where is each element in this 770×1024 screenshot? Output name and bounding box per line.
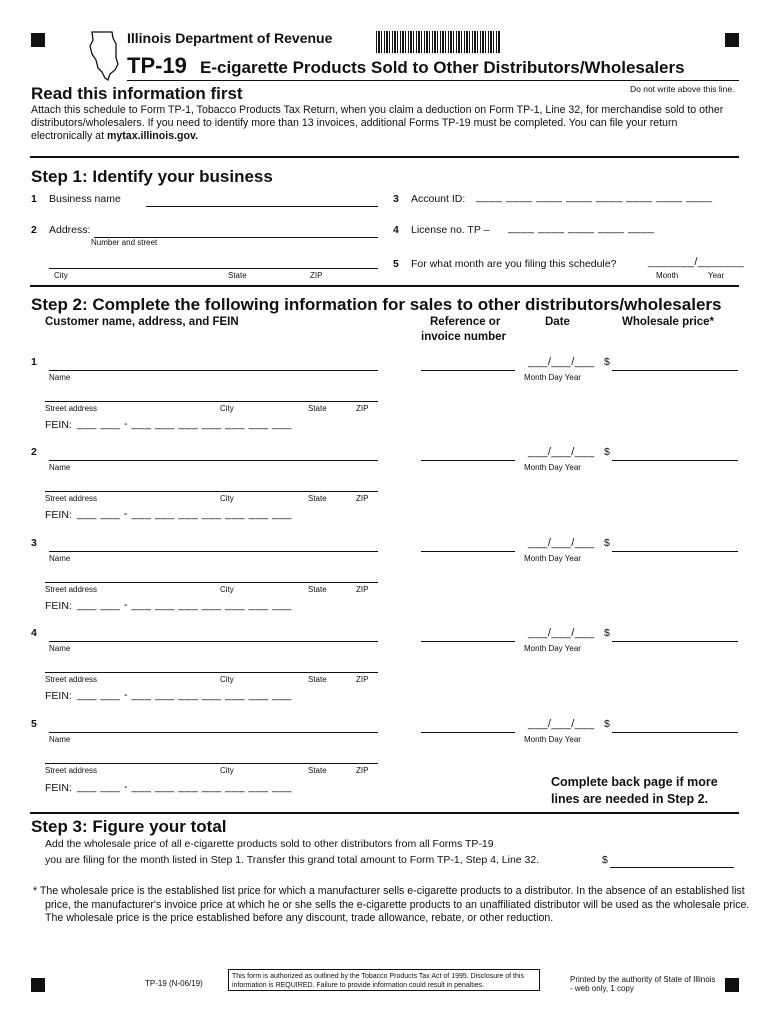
row-number: 2 [31, 446, 37, 458]
street-caption: Street address [45, 585, 98, 594]
state-caption: State [308, 404, 327, 413]
wholesale-price-input[interactable] [612, 448, 738, 461]
zip-caption: ZIP [356, 404, 369, 413]
city-state-zip-input[interactable] [49, 256, 378, 269]
fein-input[interactable]: ___ ___ - ___ ___ ___ ___ ___ ___ ___ [77, 781, 292, 793]
city-caption: City [220, 766, 234, 775]
header-divider [127, 80, 739, 81]
dollar-sign: $ [604, 537, 610, 549]
account-id-input[interactable]: ____ ____ ____ ____ ____ ____ ____ ____ [476, 191, 713, 203]
name-caption: Name [49, 463, 71, 472]
back-page-note: Complete back page if more lines are needed in Step 2. [551, 775, 718, 806]
form-title: E-cigarette Products Sold to Other Distributors/Wholesalers [200, 58, 685, 77]
invoice-number-input[interactable] [421, 448, 515, 461]
illinois-state-icon [88, 30, 124, 82]
do-not-write-note: Do not write above this line. [630, 84, 735, 94]
zip-caption: ZIP [356, 494, 369, 503]
state-caption: State [228, 271, 247, 280]
fein-label: FEIN: [45, 782, 72, 794]
section-divider [30, 156, 739, 158]
form-code: TP-19 (N-06/19) [145, 979, 203, 988]
address-label: Address: [49, 224, 91, 236]
state-caption: State [308, 766, 327, 775]
date-input[interactable]: ___/___/___ [528, 446, 595, 458]
line-number: 3 [393, 193, 399, 205]
dollar-sign: $ [604, 356, 610, 368]
date-column-header: Date [545, 316, 570, 328]
fein-input[interactable]: ___ ___ - ___ ___ ___ ___ ___ ___ ___ [77, 418, 292, 430]
section-divider [30, 285, 739, 287]
year-caption: Year [708, 271, 725, 280]
city-caption: City [54, 271, 68, 280]
customer-name-input[interactable] [49, 448, 378, 461]
invoice-number-input[interactable] [421, 358, 515, 371]
filing-month-label: For what month are you filing this schedule? [411, 258, 617, 270]
street-input[interactable] [94, 225, 378, 238]
customer-name-input[interactable] [49, 720, 378, 733]
zip-caption: ZIP [356, 766, 369, 775]
intro-body: Attach this schedule to Form TP-1, Tobacco Products Tax Return, when you claim a deduction on Form TP-1, Line 32, for merchandise sold to other distributors/wholesalers. If you need to identify more than 13 invoices, additional Forms TP-19 must be completed. You can file your return electronically at [31, 104, 724, 142]
street-caption: Street address [45, 404, 98, 413]
name-caption: Name [49, 735, 71, 744]
account-id-label: Account ID: [411, 193, 466, 205]
date-input[interactable]: ___/___/___ [528, 537, 595, 549]
invoice-number-input[interactable] [421, 720, 515, 733]
line-number: 2 [31, 224, 37, 236]
city-caption: City [220, 675, 234, 684]
dollar-sign: $ [604, 627, 610, 639]
website-link[interactable]: mytax.illinois.gov. [106, 130, 199, 142]
step3-heading: Step 3: Figure your total [31, 817, 227, 836]
date-input[interactable]: ___/___/___ [528, 627, 595, 639]
line-number: 1 [31, 193, 37, 205]
wholesale-price-input[interactable] [612, 539, 738, 552]
street-caption: Street address [45, 675, 98, 684]
street-caption: Street address [45, 494, 98, 503]
city-caption: City [220, 585, 234, 594]
fein-label: FEIN: [45, 600, 72, 612]
step2-heading: Step 2: Complete the following information for sales to other distributors/wholesalers [31, 295, 722, 314]
registration-mark [725, 33, 739, 47]
zip-caption: ZIP [356, 585, 369, 594]
dollar-sign: $ [604, 446, 610, 458]
reference-column-header: Reference or [430, 316, 501, 328]
footnote: * The wholesale price is the established list price for which a manufacturer sells e-cigarette products to a distributor. In the absence of an established list price, the manufacturer's invoice price at which he or she sells the e-cigarette products to an unaffiliated distributor will be used as the wholesale price. The wholesale price is the price established before any discount, trade allowance, rebate, or other reduction. [33, 885, 750, 924]
customer-name-input[interactable] [49, 629, 378, 642]
wholesale-price-input[interactable] [612, 720, 738, 733]
form-id: TP-19 [127, 53, 187, 78]
zip-caption: ZIP [310, 271, 323, 280]
agency-name: Illinois Department of Revenue [127, 30, 333, 46]
wholesale-price-input[interactable] [612, 358, 738, 371]
authority-notice: This form is authorized as outlined by the Tobacco Products Tax Act of 1995. Disclosure of this information is REQUIRED. Failure to provide information could result in penalties. [228, 969, 540, 991]
street-address-input[interactable] [45, 389, 378, 402]
name-caption: Name [49, 554, 71, 563]
business-name-label: Business name [49, 193, 121, 205]
dollar-sign: $ [604, 718, 610, 730]
name-caption: Name [49, 644, 71, 653]
street-address-input[interactable] [45, 570, 378, 583]
date-caption: Month Day Year [524, 463, 581, 472]
row-number: 5 [31, 718, 37, 730]
barcode [376, 31, 500, 53]
fein-label: FEIN: [45, 509, 72, 521]
customer-column-header: Customer name, address, and FEIN [45, 316, 239, 328]
intro-heading: Read this information first [31, 84, 243, 103]
row-number: 3 [31, 537, 37, 549]
state-caption: State [308, 494, 327, 503]
customer-name-input[interactable] [49, 358, 378, 371]
city-caption: City [220, 494, 234, 503]
date-caption: Month Day Year [524, 735, 581, 744]
line-number: 4 [393, 224, 399, 236]
fein-label: FEIN: [45, 419, 72, 431]
step3-text-1: Add the wholesale price of all e-cigarette products sold to other distributors from all Forms TP-19 [45, 838, 494, 850]
registration-mark [31, 978, 45, 992]
fein-input[interactable]: ___ ___ - ___ ___ ___ ___ ___ ___ ___ [77, 599, 292, 611]
row-number: 4 [31, 627, 37, 639]
dollar-sign: $ [602, 854, 608, 866]
fein-label: FEIN: [45, 690, 72, 702]
name-caption: Name [49, 373, 71, 382]
street-address-input[interactable] [45, 660, 378, 673]
row-number: 1 [31, 356, 37, 368]
registration-mark [31, 33, 45, 47]
date-caption: Month Day Year [524, 373, 581, 382]
city-caption: City [220, 404, 234, 413]
license-input[interactable]: ____ ____ ____ ____ ____ [508, 222, 655, 234]
state-caption: State [308, 585, 327, 594]
reference-column-header-2: invoice number [421, 331, 506, 343]
step3-text-2: you are filing for the month listed in Step 1. Transfer this grand total amount to Form TP-1, Step 4, Line 32. [45, 854, 540, 866]
date-input[interactable]: ___/___/___ [528, 356, 595, 368]
registration-mark [725, 978, 739, 992]
line-number: 5 [393, 258, 399, 270]
intro-text [31, 104, 741, 143]
date-caption: Month Day Year [524, 644, 581, 653]
state-caption: State [308, 675, 327, 684]
zip-caption: ZIP [356, 675, 369, 684]
date-input[interactable]: ___/___/___ [528, 718, 595, 730]
filing-month-input[interactable]: _______/_______ [648, 256, 745, 268]
license-label: License no. TP – [411, 224, 490, 236]
street-caption: Number and street [91, 238, 158, 247]
customer-name-input[interactable] [49, 539, 378, 552]
price-column-header: Wholesale price* [622, 316, 715, 328]
printed-by: Printed by the authority of State of Illinois - web only, 1 copy [570, 975, 716, 993]
invoice-number-input[interactable] [421, 539, 515, 552]
invoice-number-input[interactable] [421, 629, 515, 642]
step1-heading: Step 1: Identify your business [31, 167, 273, 186]
fein-input[interactable]: ___ ___ - ___ ___ ___ ___ ___ ___ ___ [77, 508, 292, 520]
wholesale-price-input[interactable] [612, 629, 738, 642]
street-address-input[interactable] [45, 751, 378, 764]
street-address-input[interactable] [45, 479, 378, 492]
business-name-input[interactable] [146, 194, 378, 207]
grand-total-input[interactable] [610, 855, 734, 868]
fein-input[interactable]: ___ ___ - ___ ___ ___ ___ ___ ___ ___ [77, 689, 292, 701]
date-caption: Month Day Year [524, 554, 581, 563]
street-caption: Street address [45, 766, 98, 775]
month-caption: Month [656, 271, 679, 280]
section-divider [30, 812, 739, 814]
